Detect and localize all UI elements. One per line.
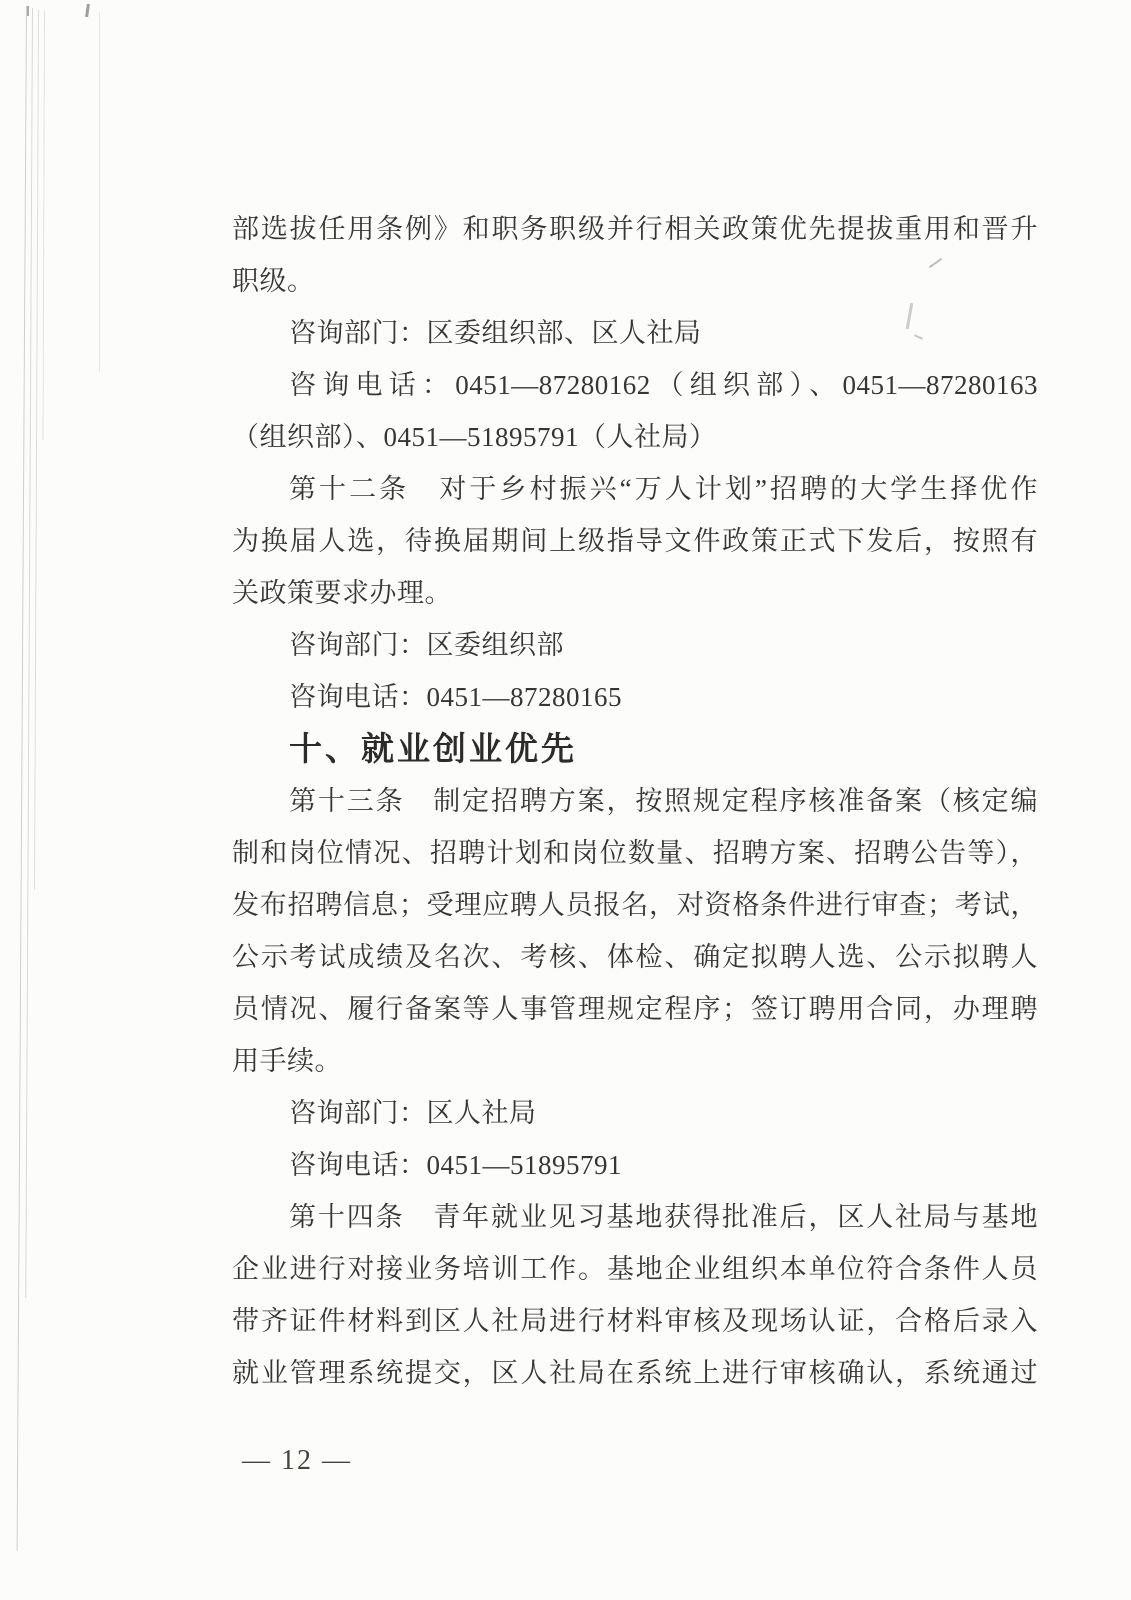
text-line: 咨询部门：区人社局: [289, 1098, 537, 1128]
text-line: 用手续。: [232, 1046, 342, 1076]
document-body: [232, 203, 1038, 1399]
text-line: 员情况、履行备案等人事管理规定程序；签订聘用合同，办理聘: [232, 994, 1038, 1024]
text-line: 咨询电话：0451—51895791: [289, 1150, 622, 1180]
text-line: 发布招聘信息；受理应聘人员报名，对资格条件进行审查；考试，: [232, 890, 1038, 920]
text-line: 为换届人选，待换届期间上级指导文件政策正式下发后，按照有: [232, 526, 1038, 556]
section-heading: 十、就业创业优先: [289, 730, 577, 767]
text-line: 咨询部门：区委组织部: [289, 630, 564, 660]
text-line: 咨询电话：0451—87280165: [289, 682, 622, 712]
scan-edge-line: [17, 6, 27, 1551]
scan-speck: [27, 6, 29, 16]
text-line: 咨询电话：0451—87280162（组织部）、0451—87280163: [289, 370, 1038, 400]
text-line: （组织部）、0451—51895791（人社局）: [232, 422, 717, 452]
text-line: 就业管理系统提交，区人社局在系统上进行审核确认，系统通过: [232, 1358, 1038, 1388]
scan-edge-line: [42, 10, 45, 440]
text-line: 第十三条 制定招聘方案，按照规定程序核准备案（核定编: [289, 786, 1038, 816]
text-line: 职级。: [232, 266, 315, 296]
scan-speck: [85, 4, 90, 17]
text-line: 公示考试成绩及名次、考核、体检、确定拟聘人选、公示拟聘人: [232, 942, 1038, 972]
text-line: 企业进行对接业务培训工作。基地企业组织本单位符合条件人员: [232, 1254, 1038, 1284]
text-line: 咨询部门：区委组织部、区人社局: [289, 318, 702, 348]
text-line: 部选拔任用条例》和职务职级并行相关政策优先提拔重用和晋升: [232, 214, 1038, 244]
text-line: 带齐证件材料到区人社局进行材料审核及现场认证，合格后录入: [232, 1306, 1038, 1336]
scan-edge-line: [25, 8, 33, 1298]
scan-edge-line: [99, 12, 100, 372]
page-number: — 12 —: [242, 1445, 352, 1476]
text-line: 关政策要求办理。: [232, 578, 452, 608]
scan-edge-line: [34, 10, 39, 890]
text-line: 第十二条 对于乡村振兴“万人计划”招聘的大学生择优作: [289, 474, 1038, 504]
text-line: 制和岗位情况、招聘计划和岗位数量、招聘方案、招聘公告等），: [232, 838, 1038, 868]
text-line: 第十四条 青年就业见习基地获得批准后，区人社局与基地: [289, 1202, 1038, 1232]
